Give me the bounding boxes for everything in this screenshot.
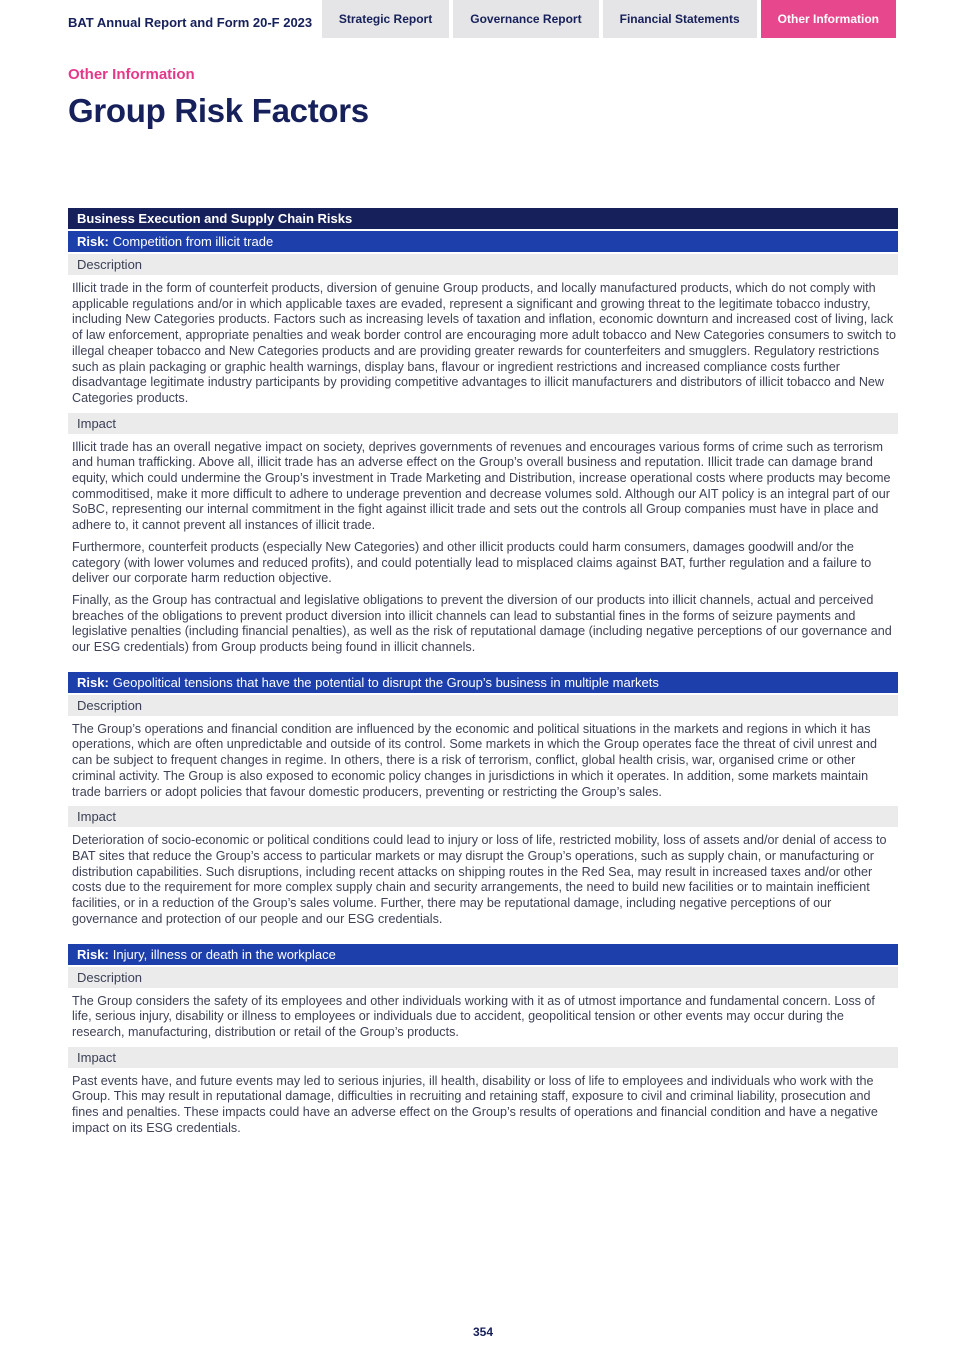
page-content [68,66,898,1136]
description-paragraph: Illicit trade in the form of counterfeit products, diversion of genuine Group products, and locally manufactured products, which do not comply with applicable regulations and/or in which applicable taxes are evaded, represent a significant and growing threat to the legitimate tobacco industry, including New Categories products. Factors such as increasing levels of taxation and inflation, economic downturn and increased cost of living, lack of law enforcement, appropriate penalties and weak border control are encouraging more adult tobacco and New Categories consumers to switch to illegal cheaper tobacco and New Categories products and are providing greater rewards for counterfeiters and smugglers. Regulatory restrictions such as plain packaging or graphic health warnings, display bans, flavour or ingredient restrictions and increased compliance costs further disadvantage legitimate industry participants by providing competitive advantages to illicit manufacturers and distributors of illicit tobacco and New Categories products. [72,281,896,405]
description-heading: Description [68,967,898,988]
report-title: BAT Annual Report and Form 20-F 2023 [68,15,313,30]
impact-paragraph: Past events have, and future events may led to serious injuries, ill health, disability or loss of life to employees and individuals who work with the Group. This may result in reputational damage, difficulties in recruiting and retaining staff, exposure to civil and criminal liability, prosecution and fines and penalties. These impacts could have an adverse effect on the Group’s results of operations and financial condition and have a negative impact on its ESG credentials. [72,1073,878,1135]
impact-heading: Impact [68,1047,898,1068]
report-header [0,0,966,38]
impact-paragraph: Deterioration of socio-economic or political conditions could lead to injury or loss of life, restricted mobility, loss of assets and/or denial of access to BAT sites that reduce the Group’s access to particular markets or may disrupt the Group’s operations, such as supply chain, or manufacturing or distribution capabilities. Such disruptions, including recent attacks on shipping routes in the Red Sea, may result in increased taxes and/or other costs due to the requirement for more complex supply chain and security arrangements, the need to build new facilities or to maintain inefficient facilities, or in a reduction of the Group’s sales volume. Further, there may be reputational damage, including negative perceptions of our governance and protection of our people and our ESG credentials. [72,833,887,926]
section-label: Other Information [68,66,195,83]
description-paragraph: The Group’s operations and financial condition are influenced by the economic and political situations in the markets and regions in which it has operations, which are often unpredictable and outside of its control. Some markets in which the Group operates face the threat of civil unrest and can be subject to frequent changes in regime. In others, there is a risk of terrorism, conflict, global health crisis, war, organised crime or other criminal activity. The Group is also exposed to economic policy changes in jurisdictions in which it operates. In addition, some markets maintain trade barriers or adopt policies that favour domestic producers, preventing or restricting the Group’s sales. [72,721,878,799]
impact-heading: Impact [68,806,898,827]
risk-title-bar [68,231,898,252]
risk-label: Risk: [77,674,109,690]
impact-heading: Impact [68,413,898,434]
description-heading: Description [68,254,898,275]
risk-title: Competition from illicit trade [112,234,274,249]
risk-label: Risk: [77,946,109,962]
tab-strategic-report[interactable]: Strategic Report [322,0,449,38]
impact-paragraph: Illicit trade has an overall negative impact on society, deprives governments of revenues and encourages various forms of crime such as terrorism and human trafficking. Above all, illicit trade has an adverse effect on the Group’s overall business and reputation. Illicit trade can damage brand equity, which could undermine the Group’s investment in Trade Marketing and Distribution, increase operational costs where products may become commoditised, make it more difficult to adhere to underage prevention and decrease volumes sold. Although our AIT policy is an integral part of our SoBC, representing our internal commitment in the fight against illicit trade and sets out the controls all Group companies must have in place and adhere to, it cannot prevent all instances of illicit trade. [72,439,891,533]
impact-paragraph: Finally, as the Group has contractual and legislative obligations to prevent the diversion of our products into illicit channels, actual and perceived breaches of the obligations to prevent product diversion into illicit channels can lead to substantial fines in the forms of seizure payments and legislative penalties (including financial penalties), as well as the risk of reputational damage (including negative perceptions of our governance and our ESG credentials) from Group products being found in illicit channels. [72,592,892,655]
risk-title: Injury, illness or death in the workplace [112,946,336,962]
risk-section-illicit-trade [68,231,898,656]
risk-label: Risk: [77,234,109,249]
risk-category-header: Business Execution and Supply Chain Risks [68,208,898,229]
description-paragraph: The Group considers the safety of its employees and other individuals working with it as of utmost importance and fundamental concern. Loss of life, serious injury, disability or illness to employees or individuals due to accident, geopolitical tension or other events may occur during the research, manufacturing, distribution or retail of the Group’s products. [72,993,875,1039]
description-heading: Description [68,695,898,716]
risk-title-bar [68,944,898,965]
risk-title-bar [68,672,898,693]
tab-financial-statements[interactable]: Financial Statements [603,0,757,38]
report-tabs [322,0,966,38]
risk-section-workplace-injury [68,944,898,1137]
page-number: 354 [472,1325,494,1339]
risk-title: Geopolitical tensions that have the potential to disrupt the Group’s business in multiple markets [112,674,659,690]
page-title: Group Risk Factors [68,92,369,129]
tab-other-information[interactable]: Other Information [761,0,896,38]
impact-paragraph: Furthermore, counterfeit products (especially New Categories) and other illicit products could harm consumers, damages goodwill and/or the category (with lower volumes and reduced profits), and could potentially lead to misplaced claims against BAT, further regulation and a failure to deliver our corporate harm reduction objective. [72,539,872,586]
risk-section-geopolitical-tensions [68,672,898,928]
tab-governance-report[interactable]: Governance Report [453,0,598,38]
